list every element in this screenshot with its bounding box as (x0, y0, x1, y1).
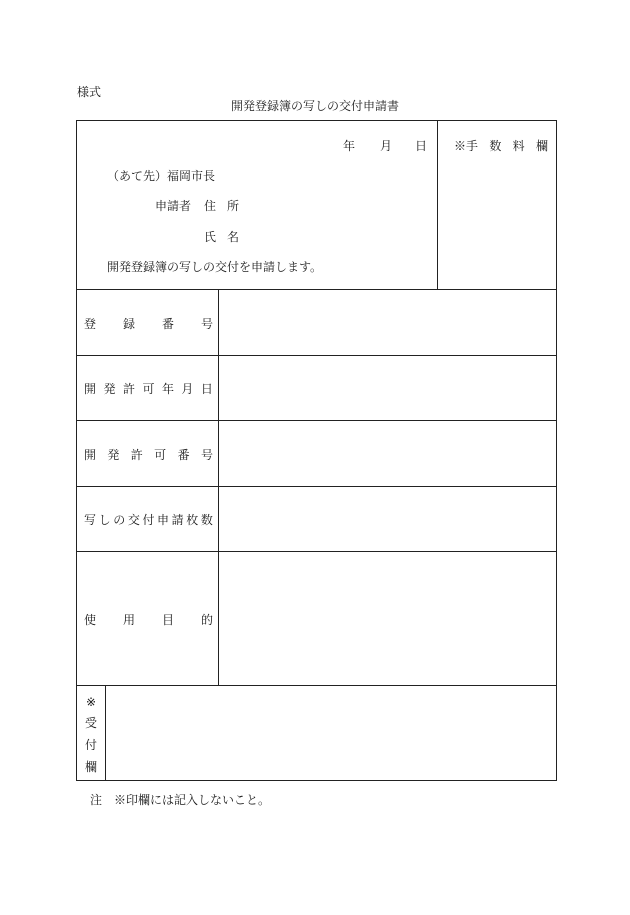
form-title: 開発登録簿の写しの交付申請書 (230, 99, 399, 113)
request-statement: 開発登録簿の写しの交付を申請します。 (107, 260, 323, 274)
permit-date-label: 開 発 許 可 年 月 日 (84, 382, 213, 396)
date-month-label: 月 (380, 139, 393, 153)
applicant-label: 申請者 (155, 199, 192, 213)
table-border-right (556, 120, 557, 781)
table-border-top (76, 120, 557, 121)
footnote: 注 ※印欄には記入しないこと。 (90, 793, 271, 807)
fee-header-char: 数 (489, 139, 502, 153)
fee-header-char: ※手 (454, 139, 479, 153)
reception-label: ※ 受 付 欄 (84, 695, 97, 774)
permit-number-label: 開 発 許 可 番 号 (84, 448, 213, 462)
reception-column-divider (105, 685, 106, 781)
row-divider (76, 685, 557, 686)
permit-date-field[interactable] (218, 356, 556, 420)
purpose-field[interactable] (218, 552, 556, 685)
permit-number-field[interactable] (218, 421, 556, 486)
table-border-left (76, 120, 77, 781)
address-label: 住 所 (204, 199, 239, 213)
registration-number-label: 登 録 番 号 (84, 317, 213, 331)
form-label: 様式 (77, 85, 102, 99)
copy-count-label: 写 し の 交 付 申 請 枚 数 (84, 513, 213, 527)
copy-count-field[interactable] (218, 487, 556, 551)
table-border-bottom (76, 780, 557, 781)
fee-header-char: 料 (512, 139, 525, 153)
date-year-label: 年 (343, 139, 356, 153)
registration-number-field[interactable] (218, 290, 556, 355)
name-label: 氏 名 (204, 230, 239, 244)
date-day-label: 日 (415, 139, 428, 153)
fee-column-divider (437, 120, 438, 290)
fee-header-char: 欄 (535, 139, 548, 153)
fee-column-header (454, 137, 548, 154)
purpose-label: 使 用 目 的 (84, 613, 213, 627)
addressee: （あて先）福岡市長 (107, 169, 216, 183)
